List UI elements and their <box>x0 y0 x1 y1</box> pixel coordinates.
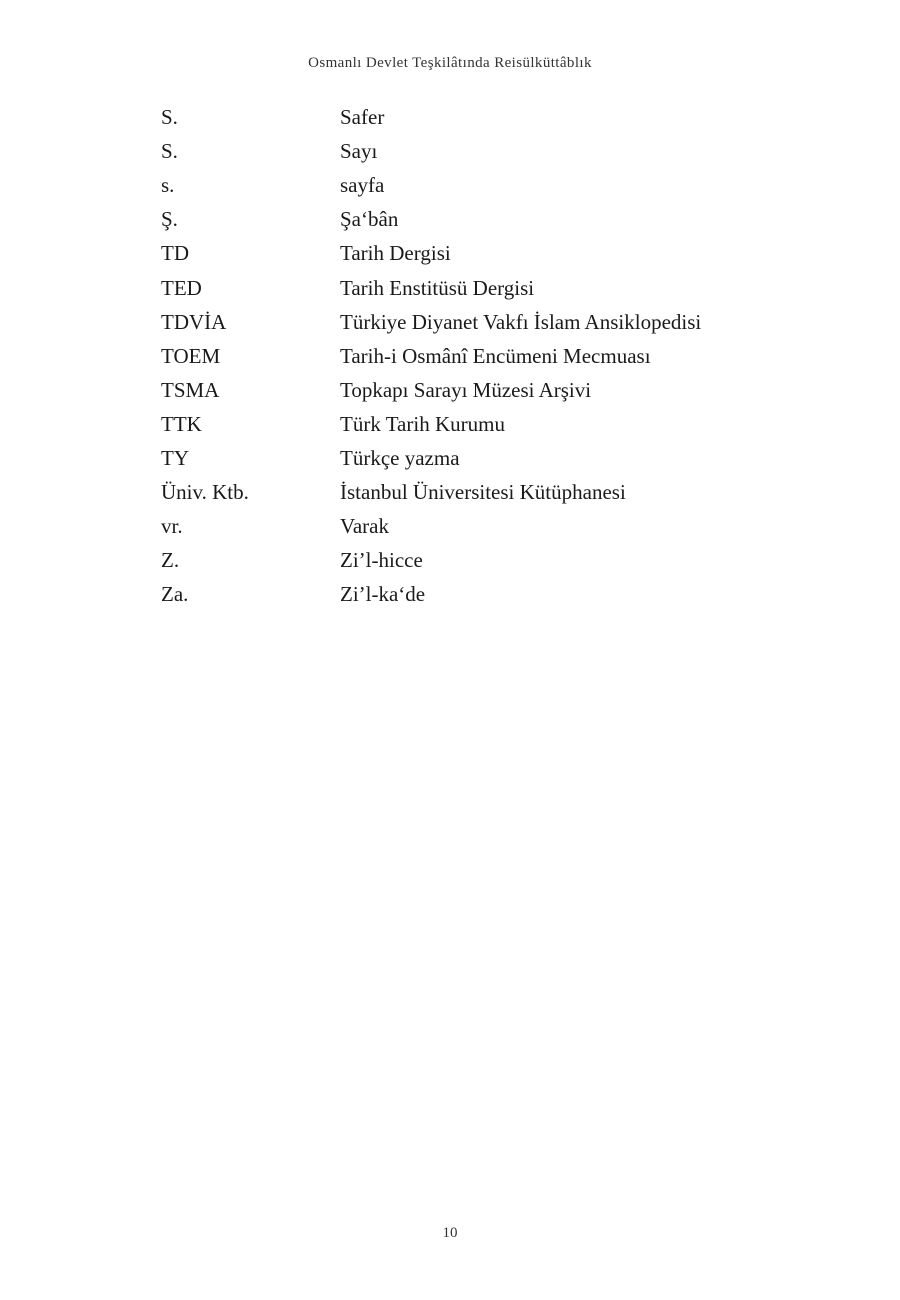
abbreviation-term: S. <box>161 105 178 130</box>
abbreviation-term: S. <box>161 139 178 164</box>
abbreviation-definition: Topkapı Sarayı Müzesi Arşivi <box>340 377 592 402</box>
abbreviation-row <box>161 236 781 270</box>
abbreviation-term: TY <box>161 445 189 470</box>
abbreviation-term: TD <box>161 241 189 266</box>
abbreviation-definition: Şa‘bân <box>340 207 399 232</box>
abbreviation-row <box>161 270 781 304</box>
abbreviation-row <box>161 577 781 611</box>
abbreviation-definition: Zi’l-ka‘de <box>340 582 426 607</box>
abbreviation-row <box>161 475 781 509</box>
page-number: 10 <box>442 1225 458 1241</box>
abbreviation-term: s. <box>161 173 175 198</box>
abbreviation-definition: Tarih Dergisi <box>340 241 451 266</box>
abbreviation-definition: Zi’l-hicce <box>340 548 423 573</box>
abbreviation-term: Ş. <box>161 207 178 232</box>
abbreviation-term: TED <box>161 275 202 300</box>
abbreviation-term: Za. <box>161 582 189 607</box>
abbreviation-definition: Türkiye Diyanet Vakfı İslam Ansiklopedisi <box>340 309 702 334</box>
abbreviation-list <box>161 100 781 611</box>
abbreviation-term: Üniv. Ktb. <box>161 480 249 505</box>
abbreviation-row <box>161 441 781 475</box>
abbreviation-definition: Türk Tarih Kurumu <box>340 411 505 436</box>
abbreviation-row <box>161 407 781 441</box>
abbreviation-definition: sayfa <box>340 173 385 198</box>
abbreviation-row <box>161 339 781 373</box>
abbreviation-definition: Türkçe yazma <box>340 445 460 470</box>
abbreviation-term: Z. <box>161 548 180 573</box>
running-header: Osmanlı Devlet Teşkilâtında Reisülküttâblık <box>308 55 592 71</box>
abbreviation-row <box>161 168 781 202</box>
abbreviation-row <box>161 509 781 543</box>
abbreviation-row <box>161 134 781 168</box>
abbreviation-term: TTK <box>161 411 202 436</box>
abbreviation-term: TDVİA <box>161 309 227 334</box>
abbreviation-row <box>161 100 781 134</box>
abbreviation-definition: Tarih Enstitüsü Dergisi <box>340 275 535 300</box>
abbreviation-definition: Sayı <box>340 139 378 164</box>
abbreviation-definition: Varak <box>340 514 389 539</box>
abbreviation-definition: Tarih-i Osmânî Encümeni Mecmuası <box>340 343 651 368</box>
abbreviation-row <box>161 305 781 339</box>
abbreviation-term: vr. <box>161 514 183 539</box>
abbreviation-term: TSMA <box>161 377 220 402</box>
abbreviation-row <box>161 373 781 407</box>
abbreviation-definition: İstanbul Üniversitesi Kütüphanesi <box>340 480 626 505</box>
abbreviation-term: TOEM <box>161 343 221 368</box>
abbreviation-row <box>161 543 781 577</box>
abbreviation-row <box>161 202 781 236</box>
abbreviation-definition: Safer <box>340 105 385 130</box>
